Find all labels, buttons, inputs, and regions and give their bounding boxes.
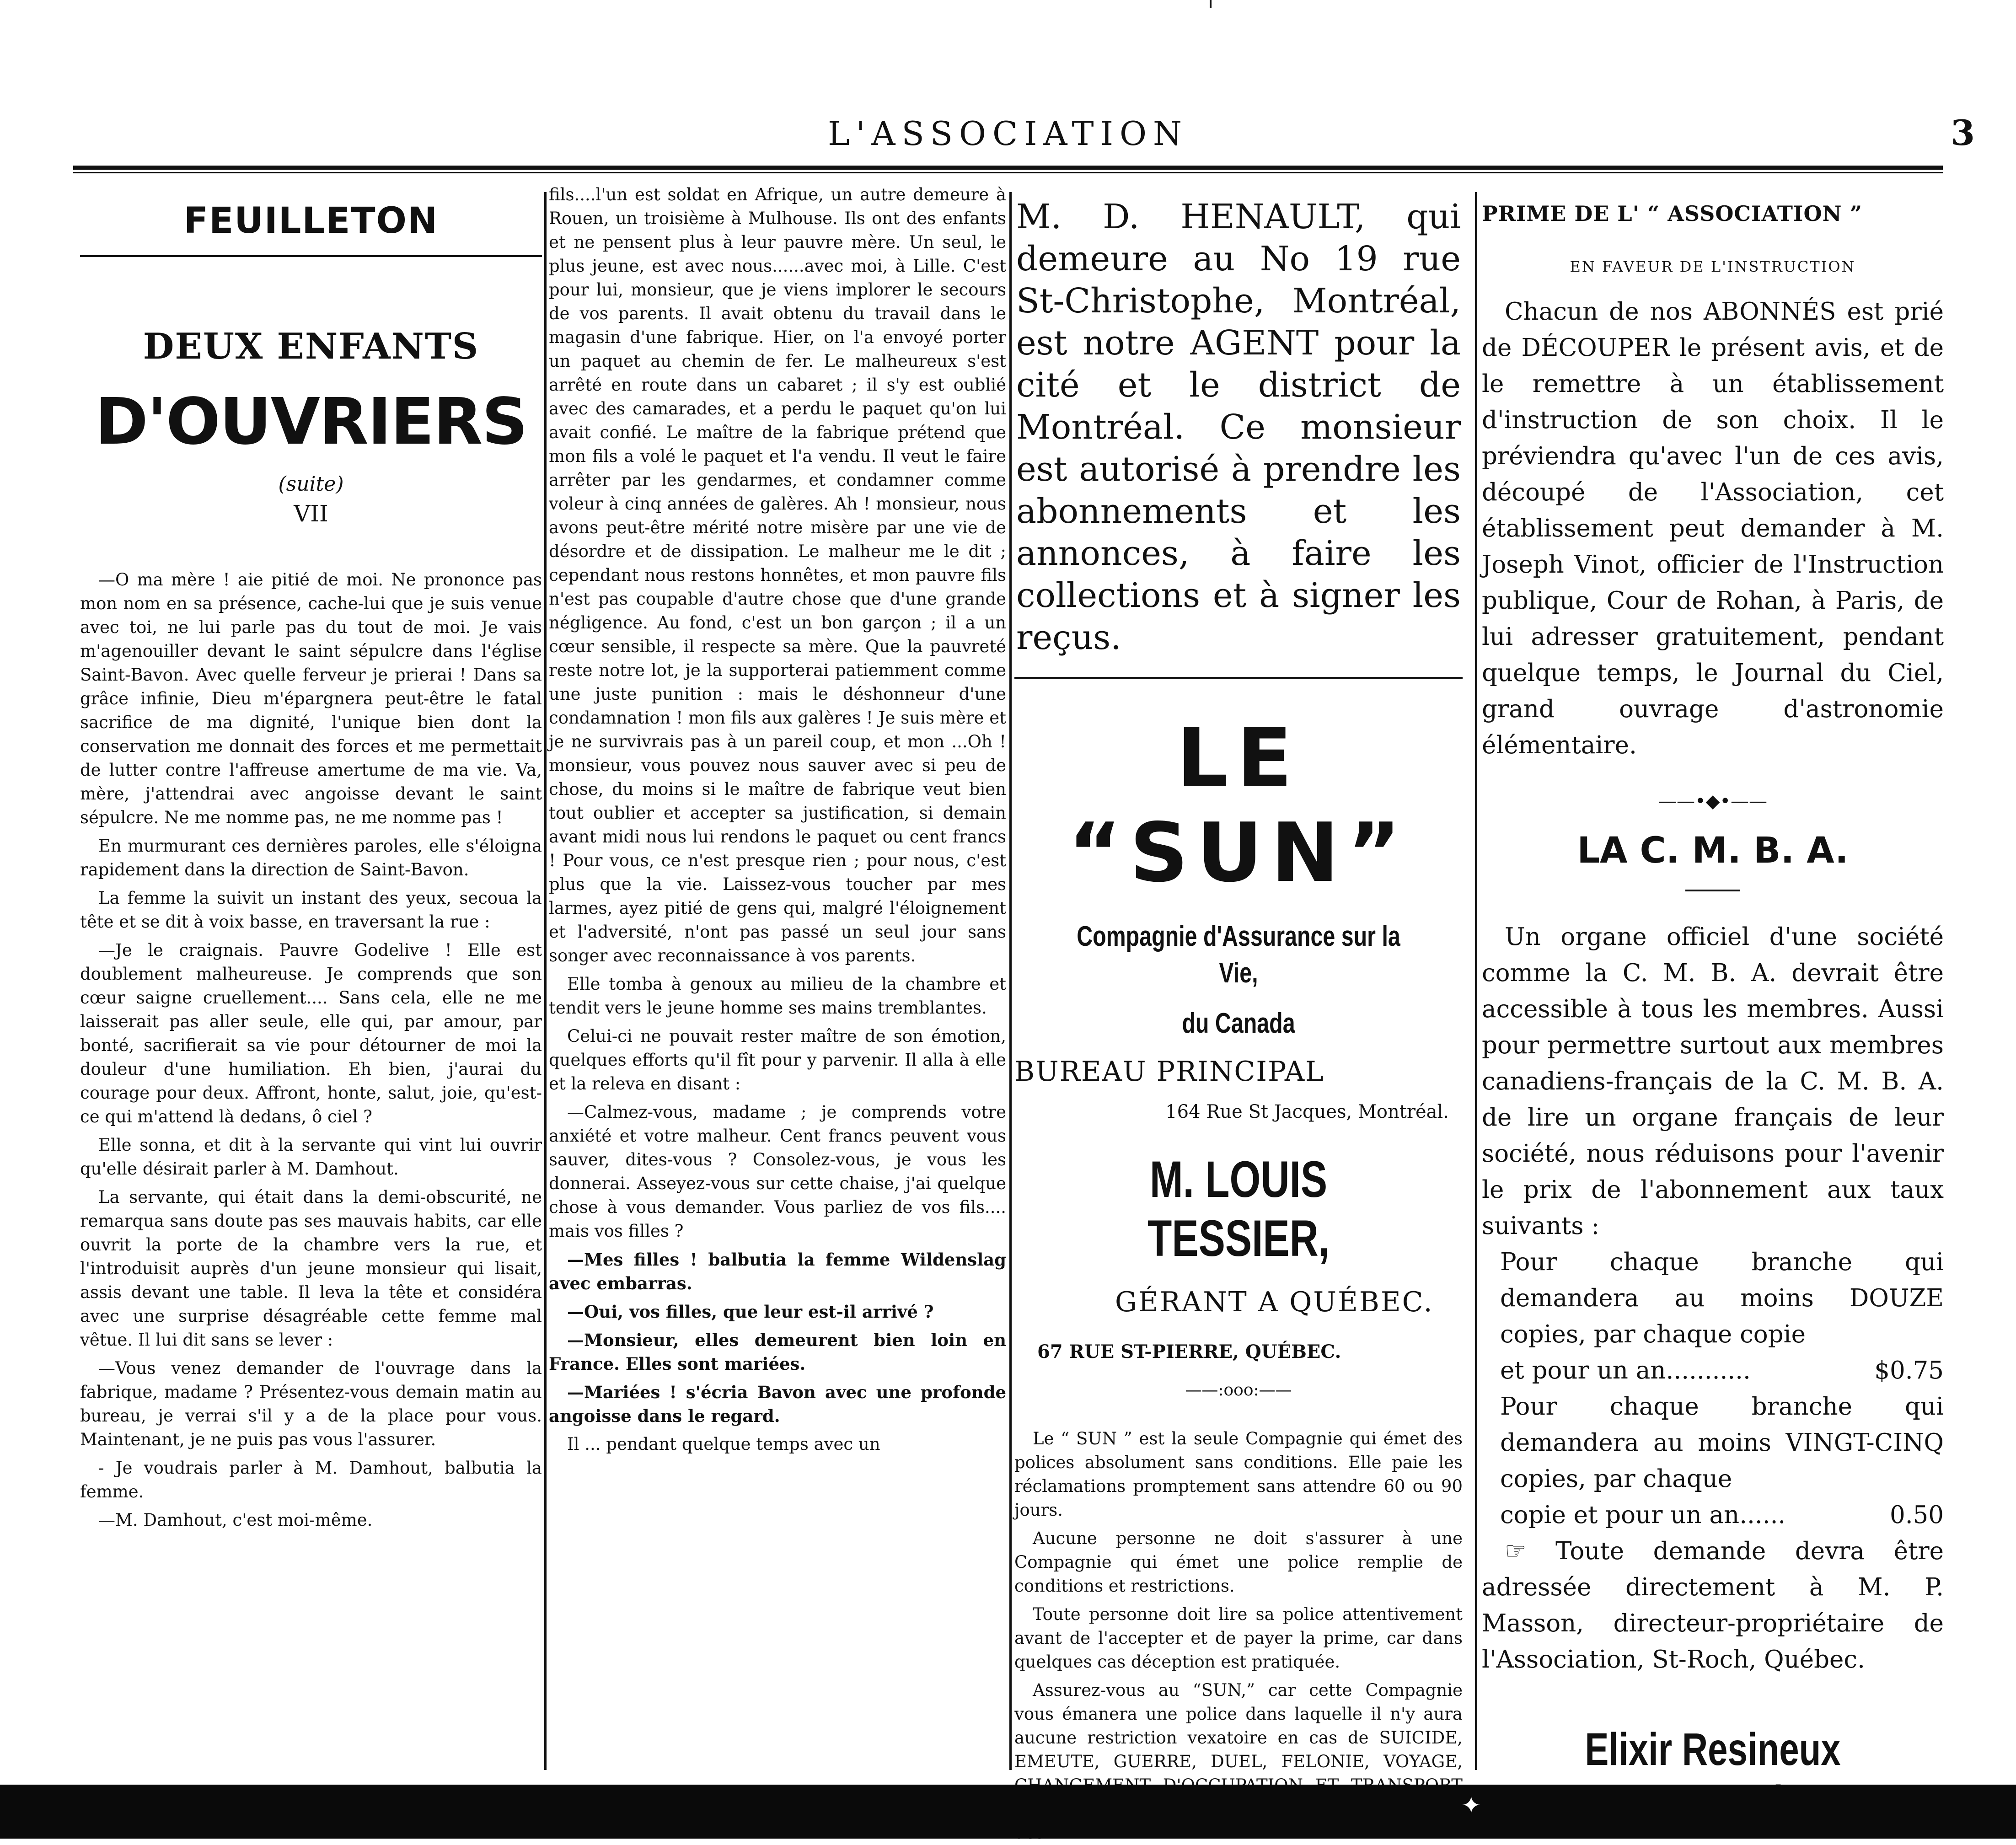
- paragraph: —M. Damhout, c'est moi-même.: [98, 1510, 373, 1530]
- elixir-ad-title: Elixir Resineux: [1585, 1724, 1841, 1775]
- paragraph: —Je le craignais. Pauvre Godelive ! Elle est doublement malheureuse. Je comprends que son cœur saigne cruellement.... Sans cela, elle ne me laisserait pas aller seule, elle qui, par amour, par bonté, sacrifierait sa vie pour détourner de moi la douleur d'une humiliation. Eh bien, j'aurai du courage pour deux. Affront, honte, salut, joie, qu'est-ce qui m'attend là dedans, ô ciel ?: [80, 940, 542, 1126]
- column-divider: [544, 192, 547, 1770]
- paragraph: —Calmez-vous, madame ; je comprends votre anxiété et votre malheur. Cent francs peuvent vous sauver, dites-vous ? Consolez-vous, je vous les donnerai. Asseyez-vous sur cette chaise, j'ai quelque chose à vous demander. Vous parliez de vos fils.... mais vos filles ?: [549, 1102, 1006, 1241]
- final-notice: Toute demande devra être adressée directement à M. P. Masson, directeur-propriétaire de l'Association, St-Roch, Québec.: [1482, 1537, 1944, 1673]
- ornament-divider: ——•◆•——: [1658, 791, 1767, 812]
- paragraph: —Monsieur, elles demeurent bien loin en France. Elles sont mariées.: [549, 1330, 1006, 1374]
- story-title-line2: D'OUVRIERS: [95, 385, 527, 459]
- cmba-text: [1482, 919, 1944, 1678]
- rate-2-label: copie et pour un an......: [1500, 1501, 1786, 1529]
- story-text: [80, 568, 542, 1532]
- feuilleton-column: [80, 183, 542, 1761]
- rate-1-label: et pour un an...........: [1500, 1357, 1751, 1384]
- scan-mark: ✦: [1461, 1792, 1481, 1819]
- rate-2-text: Pour chaque branche qui demandera au moins VINGT-CINQ copies, par chaque: [1500, 1393, 1944, 1493]
- story-title-line1: DEUX ENFANTS: [143, 326, 479, 367]
- bureau-heading: BUREAU PRINCIPAL: [1014, 1056, 1324, 1088]
- column-divider: [1009, 192, 1012, 1770]
- manager-address: 67 RUE ST-PIERRE, QUÉBEC.: [1037, 1341, 1341, 1362]
- header-rule-thin: [73, 172, 1943, 173]
- ornament-divider: ——:ooo:——: [1185, 1381, 1292, 1400]
- sun-title: LE “SUN”: [1068, 711, 1409, 900]
- paragraph: La servante, qui était dans la demi-obscurité, ne remarqua sans doute pas ses mauvais habits, car elle ouvrit la porte de la chambre vers la rue, et l'introduisit auprès d'un jeune monsieur qui lisait, assis devant une table. Il leva la tête et considéra avec une surprise désagréable cette femme mal vêtue. Il lui dit sans se lever :: [80, 1187, 542, 1350]
- manager-name: M. LOUIS TESSIER,: [1147, 1151, 1330, 1267]
- manager-role: GÉRANT A QUÉBEC.: [1115, 1286, 1434, 1318]
- rate-1-price: $0.75: [1874, 1357, 1944, 1384]
- scan-border: [0, 1785, 2016, 1839]
- paragraph: Un organe officiel d'une société comme la C. M. B. A. devrait être accessible à tous les membres. Aussi pour permettre surtout aux membres canadiens-français de la C. M. B. A. de lire un organe français de leur société, nous réduisons pour l'avenir le prix de l'abonnement aux taux suivants :: [1482, 923, 1944, 1240]
- paragraph: —Mes filles ! balbutia la femme Wildenslag avec embarras.: [549, 1250, 1006, 1293]
- paragraph: En murmurant ces dernières paroles, elle s'éloigna rapidement dans la direction de Saint-Bavon.: [80, 836, 542, 880]
- paragraph: Le “ SUN ” est la seule Compagnie qui émet des polices absolument sans conditions. Elle paie les réclamations promptement sans attendre 60 ou 90 jours.: [1014, 1429, 1463, 1520]
- divider: [1014, 677, 1463, 679]
- paragraph: La femme la suivit un instant des yeux, secoua la tête et se dit à voix basse, en traversant la rue :: [80, 888, 542, 932]
- paragraph: —Mariées ! s'écria Bavon avec une profonde angoisse dans le regard.: [549, 1382, 1006, 1426]
- story-text: [549, 183, 1006, 1456]
- paragraph: —O ma mère ! aie pitié de moi. Ne prononce pas mon nom en sa présence, cache-lui que je suis venue avec toi, ne lui parle pas du tout de moi. Je vais m'agenouiller devant le saint sépulcre dans l'église Saint-Bavon. Avec quelle ferveur je prierai ! Dans sa grâce infinie, Dieu m'épargnera peut-être le fatal sacrifice de ma dignité, l'unique bien dont la conservation me donnait des forces et me permettait de lutter contre l'affreuse amertume de ma vie. Va, mère, j'attendrai avec angoisse devant le saint sépulcre. Ne me nomme pas, ne me nomme pas !: [80, 570, 542, 827]
- section-title: FEUILLETON: [183, 200, 439, 241]
- paragraph: [1482, 1533, 1944, 1678]
- pointing-hand-icon: ☞: [1505, 1537, 1527, 1565]
- cmba-title: LA C. M. B. A.: [1577, 830, 1849, 871]
- divider: [80, 255, 542, 257]
- masthead: L'ASSOCIATION: [827, 114, 1189, 153]
- page-number: 3: [1951, 113, 1975, 153]
- prime-title: PRIME DE L' “ ASSOCIATION ”: [1482, 201, 1863, 226]
- chapter-number: VII: [294, 500, 328, 527]
- advertisement-column: [1014, 183, 1463, 1771]
- paragraph: Elle tomba à genoux au milieu de la chambre et tendit vers le jeune homme ses mains tremblantes.: [549, 974, 1006, 1018]
- sun-subtitle: Compagnie d'Assurance sur la Vie,: [1077, 921, 1400, 989]
- sun-subtitle-2: du Canada: [1182, 1008, 1295, 1039]
- prime-text: [1482, 294, 1944, 763]
- agent-notice: M. D. HENAULT, qui demeure au No 19 rue St-Christophe, Montréal, est notre AGENT pour la cité et le district de Montréal. Ce monsieur est autorisé à prendre les abonnements et les annonces, à faire les collections et à signer les reçus.: [1016, 197, 1461, 657]
- story-suite: (suite): [278, 472, 344, 496]
- rate-1-row: [1482, 1352, 1944, 1389]
- paragraph: Celui-ci ne pouvait rester maître de son émotion, quelques efforts qu'il fît pour y parvenir. Il alla à elle et la releva en disant :: [549, 1026, 1006, 1094]
- paragraph: Chacun de nos ABONNÉS est prié de DÉCOUPER le présent avis, et de le remettre à un établissement d'instruction de son choix. Il le préviendra qu'avec l'un de ces avis, découpé de l'Association, cet établissement peut demander à M. Joseph Vinot, officier de l'Instruction publique, Cour de Rohan, à Paris, de lui adresser gratuitement, pendant quelque temps, le Journal du Ciel, grand ouvrage d'astronomie élémentaire.: [1482, 298, 1944, 759]
- paragraph: - Je voudrais parler à M. Damhout, balbutia la femme.: [80, 1458, 542, 1502]
- divider: [1685, 890, 1740, 891]
- paragraph: Toute personne doit lire sa police attentivement avant de l'accepter et de payer la prime, car dans quelques cas déception est pratiquée.: [1014, 1604, 1463, 1672]
- paragraph: fils....l'un est soldat en Afrique, un autre demeure à Rouen, un troisième à Mulhouse. Ils ont des enfants et ne pensent plus à leur pauvre mère. Un seul, le plus jeune, est avec nous......avec moi, à Lille. C'est pour lui, monsieur, que je viens implorer le secours de vos parents. Il avait obtenu du travail dans le magasin d'une fabrique. Hier, on l'a envoyé porter un paquet au chemin de fer. Le malheureux s'est arrêté en route dans un cabaret ; il s'y est oublié avec des camarades, et a perdu le paquet qu'on lui avait confié. Le maître de la fabrique prétend que mon fils a volé le paquet et l'a vendu. Il veut le faire arrêter par les gendarmes, et condamner comme voleur à cinq années de galères. Ah ! monsieur, nous avons peut-être mérité notre misère par une vie de désordre et de dissipation. Le malheur me le dit ; cependant nous restons honnêtes, et mon pauvre fils n'est pas coupable d'autre chose que d'une grande négligence. Au fond, c'est un bon garçon ; il a un cœur sensible, il respecte sa mère. Que la pauvreté reste notre lot, je la supporterai patiemment comme une juste punition : mais le déshonneur d'une condamnation ! mon fils aux galères ! Je suis mère et je ne survivrais pas à un pareil coup, et mon ...Oh ! monsieur, vous pouvez nous sauver avec si peu de chose, du moins si le maître de fabrique veut bien tout oublier et accepter sa justification, si demain avant midi nous lui rendons le paquet ou cent francs ! Pour vous, ce n'est presque rien ; pour nous, c'est plus que la vie. Laissez-vous toucher par mes larmes, ayez pitié de gens qui, malgré l'éloignement et l'adversité, n'ont pas passé un seul jour sans songer avec reconnaissance à vos parents.: [549, 185, 1006, 965]
- prime-subtitle: EN FAVEUR DE L'INSTRUCTION: [1570, 258, 1856, 275]
- notices-column: [1482, 183, 1944, 1775]
- paragraph: —Oui, vos filles, que leur est-il arrivé ?: [567, 1302, 934, 1322]
- paragraph: Elle sonna, et dit à la servante qui vint lui ouvrir qu'elle désirait parler à M. Damhout.: [80, 1135, 542, 1179]
- bureau-address: 164 Rue St Jacques, Montréal.: [1165, 1101, 1449, 1122]
- paragraph: Assurez-vous au “SUN,” car cette Compagnie vous émanera une police dans laquelle il n'y aura aucune restriction vexatoire en cas de SUICIDE, EMEUTE, GUERRE, DUEL, FELONIE, VOYAGE,: [1014, 1680, 1463, 1771]
- story-continuation-column: [549, 183, 1006, 1761]
- paragraph: Il ... pendant quelque temps avec un: [567, 1434, 880, 1454]
- sun-text: [1014, 1427, 1463, 1845]
- scan-mark: [1210, 0, 1212, 8]
- paragraph: —Vous venez demander de l'ouvrage dans la fabrique, madame ? Présentez-vous demain matin au bureau, je verrai s'il y a de la place pour vous. Maintenant, je ne puis pas vous l'assurer.: [80, 1358, 542, 1449]
- header-rule: [73, 166, 1943, 170]
- rate-1-text: Pour chaque branche qui demandera au moins DOUZE copies, par chaque copie: [1500, 1248, 1944, 1348]
- paragraph: Aucune personne ne doit s'assurer à une Compagnie qui émet une police remplie de conditions et restrictions.: [1014, 1529, 1463, 1596]
- rate-2-price: 0.50: [1889, 1501, 1944, 1529]
- rate-2-row: [1482, 1497, 1944, 1533]
- column-divider: [1475, 192, 1477, 1770]
